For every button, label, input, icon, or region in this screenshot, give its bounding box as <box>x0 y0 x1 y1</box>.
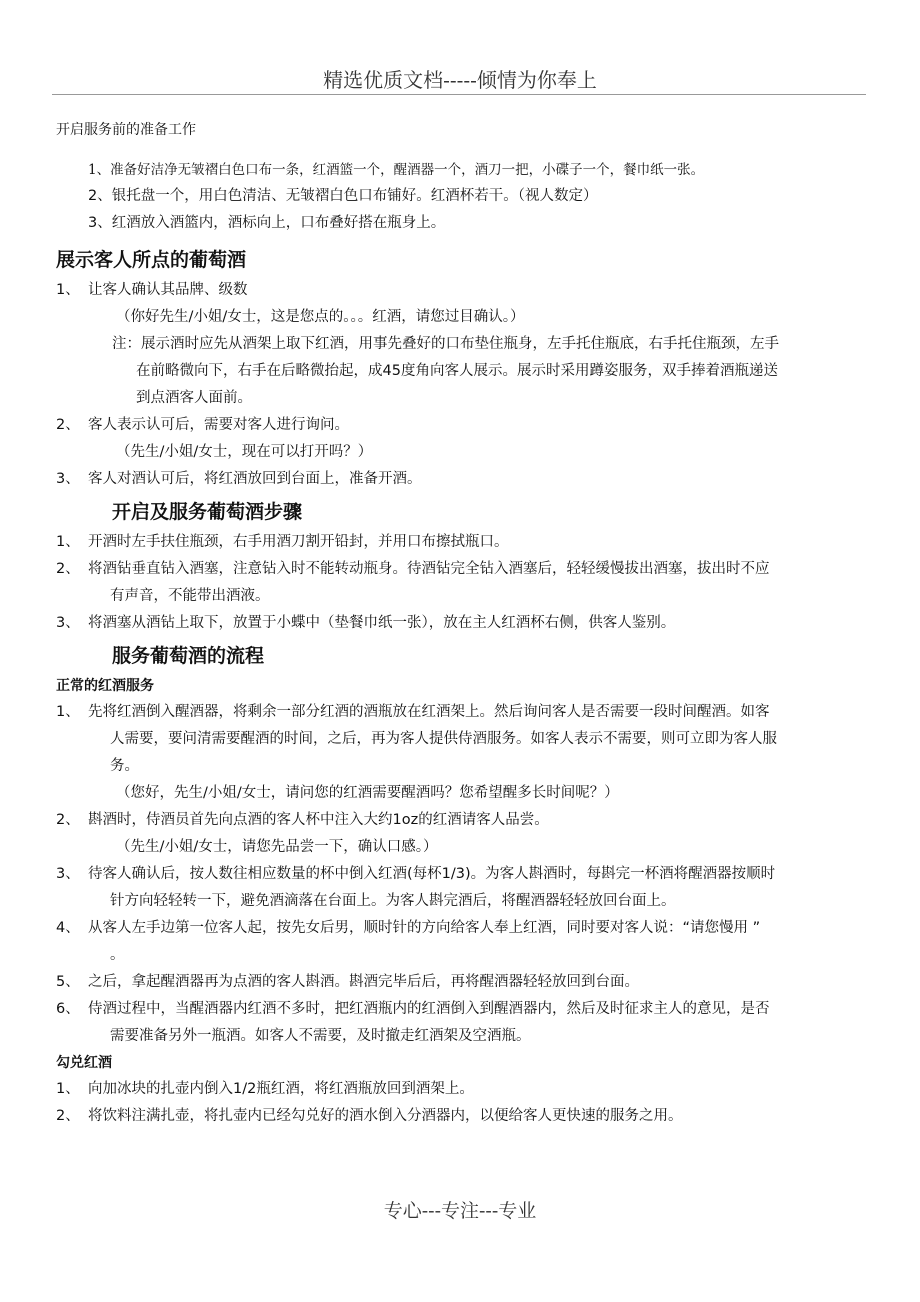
item-text: 向加冰块的扎壶内倒入1/2瓶红酒，将红酒瓶放回到酒架上。 <box>88 1081 474 1097</box>
footer-text: 专心---专注---专业 <box>383 1200 537 1222</box>
show-item-1-quote: （你好先生/小姐/女士，这是您点的。。。红酒，请您过目确认。） <box>116 309 525 325</box>
serve-item-6 <box>56 996 864 1050</box>
item-text: 将饮料注满扎壶，将扎壶内已经勾兑好的酒水倒入分酒器内，以便给客人更快速的服务之用。 <box>88 1108 683 1124</box>
section-heading-show: 展示客人所点的葡萄酒 <box>56 249 247 271</box>
item-number: 6、 <box>56 1001 80 1017</box>
item-line: 待客人确认后，按人数往相应数量的杯中倒入红酒(每杯1/3)。为客人斟酒时，每斟完一杯酒将醒酒器按顺时 <box>88 866 776 882</box>
note-line: 到点酒客人面前。 <box>136 390 252 406</box>
subheading-normal-service: 正常的红酒服务 <box>56 678 154 694</box>
open-item-3 <box>56 610 864 637</box>
item-line: 务。 <box>110 758 139 774</box>
item-text <box>88 915 864 969</box>
item-number: 1、 <box>56 1081 80 1097</box>
serve-item-5 <box>56 969 864 996</box>
item-line: 。 <box>110 947 125 963</box>
item-number: 3、 <box>56 615 80 631</box>
item-text <box>88 699 864 780</box>
blend-item-2 <box>56 1103 864 1130</box>
prep-item-2: 2、银托盘一个，用白色清洁、无皱褶白色口布铺好。红酒杯若干。（视人数定） <box>88 188 598 204</box>
subheading-blend-wine: 勾兑红酒 <box>56 1055 112 1071</box>
item-number: 2、 <box>56 561 80 577</box>
serve-item-2 <box>56 807 864 834</box>
item-number: 3、 <box>56 866 80 882</box>
show-note <box>56 331 864 412</box>
item-text: 将酒塞从酒钻上取下，放置于小蝶中（垫餐巾纸一张），放在主人红酒杯右侧，供客人鉴别。 <box>88 615 676 631</box>
open-item-2 <box>56 556 864 610</box>
item-line: 将酒钻垂直钻入酒塞，注意钻入时不能转动瓶身。待酒钻完全钻入酒塞后，轻轻缓慢拔出酒塞，拔出时不应 <box>88 561 770 577</box>
item-number: 2、 <box>56 1108 80 1124</box>
item-line: 有声音，不能带出酒液。 <box>110 588 270 604</box>
item-number: 2、 <box>56 812 80 828</box>
open-item-1 <box>56 529 864 556</box>
section-heading-open: 开启及服务葡萄酒步骤 <box>112 501 303 523</box>
prep-title: 开启服务前的准备工作 <box>56 122 196 138</box>
serve-item-1-quote: （您好，先生/小姐/女士，请问您的红酒需要醒酒吗？您希望醒多长时间呢？） <box>116 785 619 801</box>
item-text <box>88 556 864 610</box>
prep-item-1: 1、准备好洁净无皱褶白色口布一条，红酒篮一个，醒酒器一个，酒刀一把，小碟子一个，餐巾纸一张。 <box>88 162 705 178</box>
item-number: 3、 <box>56 471 80 487</box>
item-line: 针方向轻轻转一下，避免酒滴落在台面上。为客人斟完酒后，将醒酒器轻轻放回台面上。 <box>110 893 676 909</box>
item-text: 斟酒时，侍酒员首先向点酒的客人杯中注入大约1oz的红酒请客人品尝。 <box>88 812 549 828</box>
item-text: 之后，拿起醒酒器再为点酒的客人斟酒。斟酒完毕后后，再将醒酒器轻轻放回到台面。 <box>88 974 639 990</box>
serve-item-3 <box>56 861 864 915</box>
item-number: 4、 <box>56 920 80 936</box>
show-item-2 <box>56 412 864 439</box>
item-text: 客人对酒认可后，将红酒放回到台面上，准备开酒。 <box>88 471 422 487</box>
show-item-1 <box>56 277 864 304</box>
item-text: 客人表示认可后，需要对客人进行询问。 <box>88 417 349 433</box>
note-line: 在前略微向下，右手在后略微抬起，成45度角向客人展示。展示时采用蹲姿服务，双手捧着酒瓶递送 <box>136 363 778 379</box>
item-number: 1、 <box>56 282 80 298</box>
blend-item-1 <box>56 1076 864 1103</box>
item-line: 侍酒过程中，当醒酒器内红酒不多时，把红酒瓶内的红酒倒入到醒酒器内，然后及时征求主人的意见，是否 <box>88 1001 770 1017</box>
prep-item-3: 3、红酒放入酒篮内，酒标向上，口布叠好搭在瓶身上。 <box>88 215 446 231</box>
section-heading-serve: 服务葡萄酒的流程 <box>112 645 265 667</box>
item-line: 先将红酒倒入醒酒器，将剩余一部分红酒的酒瓶放在红酒架上。然后询问客人是否需要一段时间醒酒。如客 <box>88 704 770 720</box>
serve-item-1 <box>56 699 864 780</box>
item-number: 5、 <box>56 974 80 990</box>
header-divider <box>52 94 866 95</box>
item-line: 人需要，要问清需要醒酒的时间，之后，再为客人提供侍酒服务。如客人表示不需要，则可立即为客人服 <box>110 731 777 747</box>
item-number: 1、 <box>56 704 80 720</box>
item-text <box>88 996 864 1050</box>
show-item-3 <box>56 466 864 493</box>
item-text: 开酒时左手扶住瓶颈，右手用酒刀割开铅封，并用口布擦拭瓶口。 <box>88 534 509 550</box>
serve-item-2-quote: （先生/小姐/女士，请您先品尝一下，确认口感。） <box>116 839 438 855</box>
note-line: 注：展示酒时应先从酒架上取下红酒，用事先叠好的口布垫住瓶身，左手托住瓶底，右手托住瓶颈，左手 <box>112 336 779 352</box>
item-text <box>88 861 864 915</box>
item-line: 从客人左手边第一位客人起，按先女后男，顺时针的方向给客人奉上红酒，同时要对客人说：“请您慢用 ” <box>88 920 761 936</box>
header-title: 精选优质文档-----倾情为你奉上 <box>323 68 597 92</box>
document-body <box>56 117 864 1130</box>
item-line: 需要准备另外一瓶酒。如客人不需要，及时撤走红酒架及空酒瓶。 <box>110 1028 531 1044</box>
item-number: 1、 <box>56 534 80 550</box>
serve-item-4 <box>56 915 864 969</box>
show-item-2-quote: （先生/小姐/女士，现在可以打开吗？） <box>116 444 373 460</box>
item-number: 2、 <box>56 417 80 433</box>
item-text: 让客人确认其品牌、级数 <box>88 282 248 298</box>
